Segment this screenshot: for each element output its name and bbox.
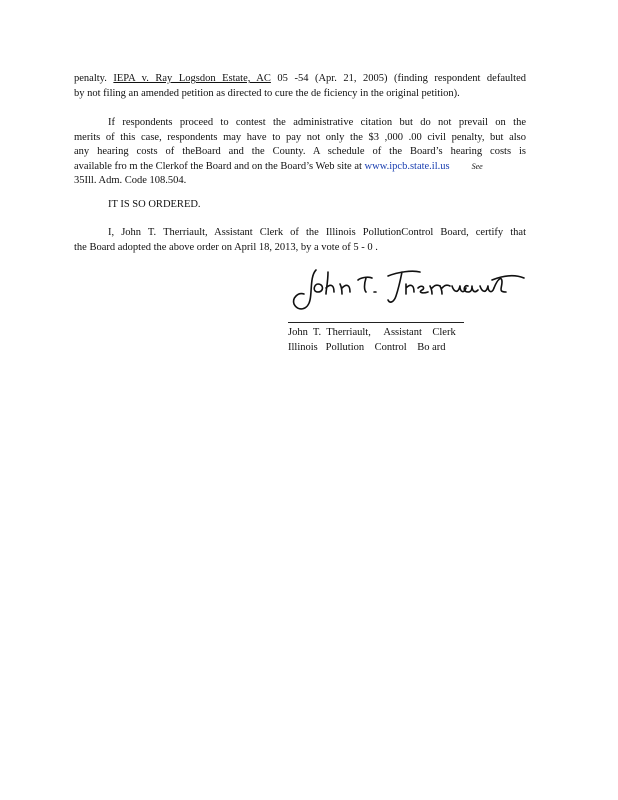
paragraph-hearing-costs [74,116,526,189]
paragraph-line: by not filing an amended petition as directed to cure the de ficiency in the original petition). [74,87,460,99]
paragraph-line: IT IS SO ORDERED. [108,199,201,210]
paragraph-line: I, John T. Therriault, Assistant Clerk of the Illinois PollutionControl Board, certify that [108,227,526,238]
paragraph-line: If respondents proceed to contest the administrative citation but do not prevail on the [108,117,526,128]
signer-organization: Illinois Pollution Control Bo ard [288,341,446,353]
signer-name-title: John T. Therriault, Assistant Clerk [288,327,456,338]
paragraph-line: merits of this case, respondents may have to pay not only the $3 ,000 .00 civil penalty, but also [74,131,526,143]
paragraph-line [74,160,526,175]
paragraph-line: the Board adopted the above order on April 18, 2013, by a vote of 5 - 0 . [74,241,378,253]
signature-line [288,322,464,323]
paragraph-certification [74,226,526,255]
paragraph-line: 35Ill. Adm. Code 108.504. [74,175,187,186]
text-segment: penalty. [74,73,114,84]
board-website-link[interactable]: www.ipcb.state.il.us [364,160,450,172]
paragraph-line: any hearing costs of theBoard and the County. A schedule of the Board’s hearing costs is [74,146,526,157]
paragraph-default-citation [74,72,526,101]
handwritten-signature [288,262,528,318]
paragraph-line [74,72,526,87]
case-citation: IEPA v. Ray Logsdon Estate, AC [113,73,271,84]
order-statement [74,198,526,213]
text-segment: 05 -54 (Apr. 21, 2005) (finding respondent defaulted [270,73,526,84]
text-segment: available fro m the Clerkof the Board and on the Board’s Web site at [74,160,365,172]
signature-block [288,326,456,355]
see-reference: See [471,161,483,171]
